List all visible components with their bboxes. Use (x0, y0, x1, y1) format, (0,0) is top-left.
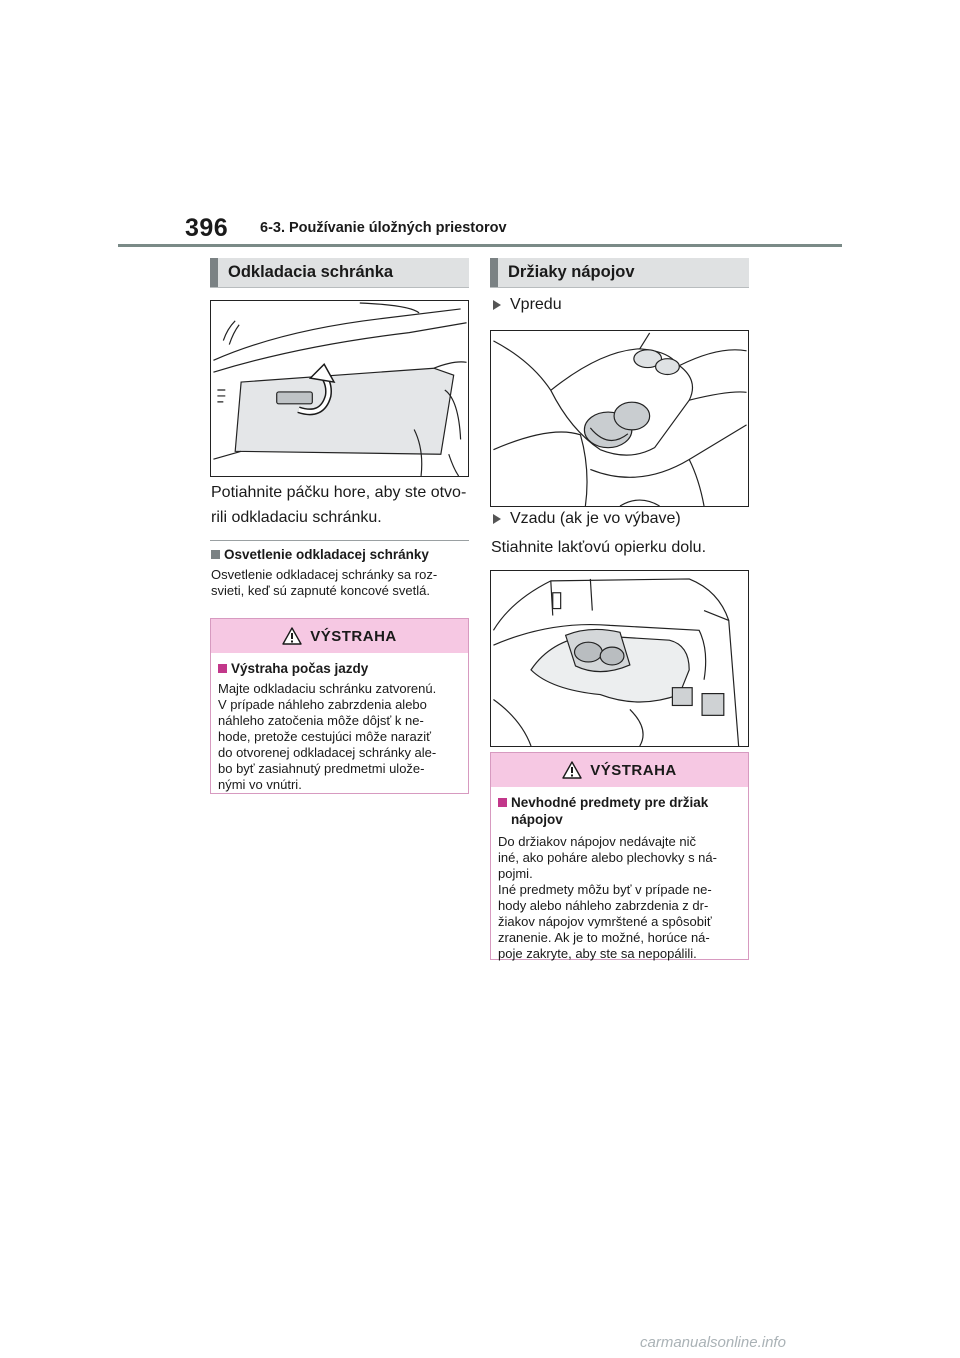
warning-line: Majte odkladaciu schránku zatvorenú. (218, 681, 437, 696)
warning-line: do otvorenej odkladacej schránky ale- (218, 745, 437, 760)
rear-instruction: Stiahnite lakťovú opierku dolu. (491, 539, 707, 556)
watermark: carmanualsonline.info (640, 1334, 786, 1351)
cup-holder-warning-box (490, 752, 749, 960)
glovebox-light-heading (211, 547, 473, 562)
caption-line-2: rili odkladaciu schránku. (211, 509, 382, 526)
light-text-line-1: Osvetlenie odkladacej schránky sa roz- (211, 567, 438, 582)
rear-label (493, 510, 681, 528)
subsection-rule (210, 540, 469, 541)
warning-line: bo byť zasiahnutý predmetmi ulože- (218, 761, 425, 776)
cup-holders-heading (490, 258, 749, 288)
header-rule (118, 244, 842, 247)
square-bullet-icon (498, 798, 507, 807)
warning-triangle-icon (562, 761, 582, 779)
warning-subheading (498, 794, 741, 828)
glovebox-caption (211, 480, 476, 530)
square-bullet-icon (211, 550, 220, 559)
warning-subheading (218, 660, 461, 677)
light-text-line-2: svieti, keď sú zapnuté koncové svetlá. (211, 583, 430, 598)
warning-line: V prípade náhleho zabrzdenia alebo (218, 697, 427, 712)
warning-line: náhleho zatočenia môže dôjsť k ne- (218, 713, 424, 728)
front-cup-holder-drawing (491, 331, 748, 506)
warning-header (211, 619, 468, 653)
rear-label-text: Vzadu (ak je vo výbave) (510, 510, 681, 527)
front-label-text: Vpredu (510, 296, 562, 313)
glovebox-illustration (210, 300, 469, 477)
warning-line: poje zakryte, aby ste sa nepopálili. (498, 946, 697, 961)
warning-subheading-line-1: Nevhodné predmety pre držiak (511, 795, 709, 810)
glovebox-drawing (211, 301, 468, 476)
warning-line: nými vo vnútri. (218, 777, 302, 792)
heading-bar (210, 258, 218, 287)
heading-bar (490, 258, 498, 287)
triangle-bullet-icon (493, 514, 501, 524)
warning-title: VÝSTRAHA (590, 761, 677, 779)
warning-line: iné, ako poháre alebo plechovky s ná- (498, 850, 717, 865)
warning-line: Iné predmety môžu byť v prípade ne- (498, 882, 712, 897)
warning-line: hody alebo náhleho zabrzdenia z dr- (498, 898, 709, 913)
square-bullet-icon (218, 664, 227, 673)
glovebox-light-heading-text: Osvetlenie odkladacej schránky (224, 547, 429, 562)
warning-line: pojmi. (498, 866, 533, 881)
warning-line: zranenie. Ak je to možné, horúce ná- (498, 930, 710, 945)
glovebox-heading (210, 258, 469, 288)
glovebox-light-text (211, 567, 473, 599)
warning-triangle-icon (282, 627, 302, 645)
rear-cup-holder-illustration (490, 570, 749, 747)
warning-subheading-text: Výstraha počas jazdy (231, 661, 369, 676)
warning-subheading-text (511, 794, 708, 828)
warning-body (218, 681, 461, 793)
warning-line: hode, pretože cestujúci môže naraziť (218, 729, 431, 744)
warning-body (498, 834, 741, 962)
warning-subheading-line-2: nápojov (511, 812, 563, 827)
page-number: 396 (185, 214, 229, 242)
warning-header (491, 753, 748, 787)
caption-line-1: Potiahnite páčku hore, aby ste otvo- (211, 484, 467, 501)
glovebox-warning-box (210, 618, 469, 794)
glovebox-heading-text: Odkladacia schránka (228, 263, 394, 281)
front-cup-holder-illustration (490, 330, 749, 507)
section-title: 6-3. Používanie úložných priestorov (260, 220, 507, 236)
warning-line: Do držiakov nápojov nedávajte nič (498, 834, 697, 849)
triangle-bullet-icon (493, 300, 501, 310)
front-label (493, 296, 562, 314)
cup-holders-heading-text: Držiaky nápojov (508, 263, 635, 281)
rear-cup-holder-drawing (491, 571, 748, 746)
warning-title: VÝSTRAHA (310, 627, 397, 645)
warning-line: žiakov nápojov vymrštené a spôsobiť (498, 914, 712, 929)
